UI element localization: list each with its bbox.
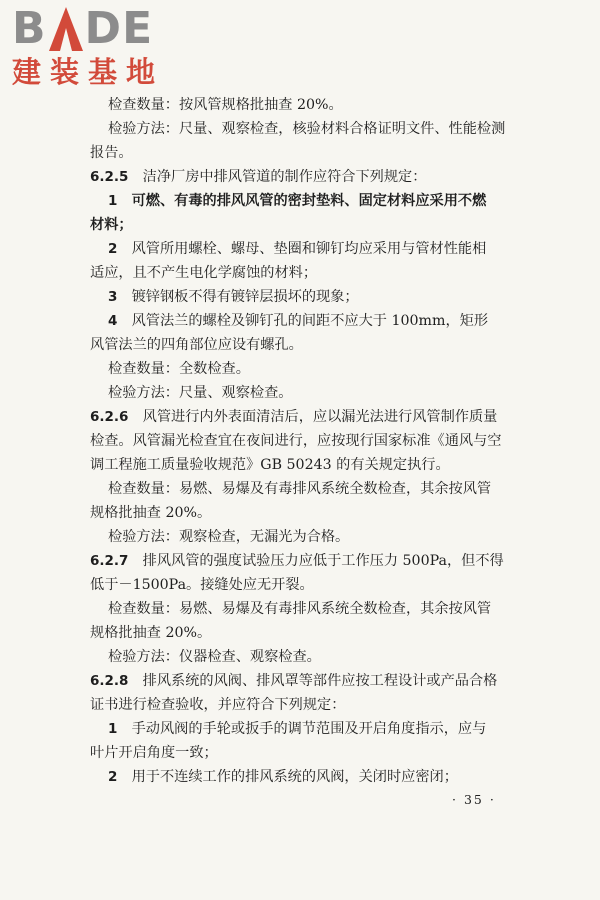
- line-text: 检查数量：按风管规格批抽查 20%。: [108, 97, 343, 113]
- clause-number: 6.2.6: [90, 409, 129, 425]
- line-text: 规格批抽查 20%。: [90, 625, 212, 641]
- clause-number: 6.2.5: [90, 169, 129, 185]
- document-body: [90, 93, 510, 789]
- clause-number: 6.2.8: [90, 673, 129, 689]
- line-text: 排风风管的强度试验压力应低于工作压力 500Pa，但不得: [142, 553, 504, 569]
- line-text: 手动风阀的手轮或扳手的调节范围及开启角度指示，应与: [131, 721, 487, 737]
- line-text: 检查数量：全数检查。: [108, 361, 250, 377]
- line-text: 适应，且不产生电化学腐蚀的材料；: [90, 265, 318, 281]
- clause-line: [90, 189, 510, 213]
- line-text: 风管法兰的螺栓及铆钉孔的间距不应大于 100mm，矩形: [131, 313, 489, 329]
- clause-line: [90, 405, 510, 429]
- clause-line: [90, 165, 510, 189]
- line-text: 检查数量：易燃、易爆及有毒排风系统全数检查，其余按风管: [108, 481, 492, 497]
- clause-number: 1: [108, 193, 118, 209]
- line-text: 证书进行检查验收，并应符合下列规定：: [90, 697, 346, 713]
- text-line: [90, 645, 510, 669]
- text-line: [90, 741, 510, 765]
- line-text: 可燃、有毒的排风风管的密封垫料、固定材料应采用不燃: [131, 193, 487, 209]
- line-text: 风管所用螺栓、螺母、垫圈和铆钉均应采用与管材性能相: [131, 241, 487, 257]
- line-text: 检验方法：观察检查，无漏光为合格。: [108, 529, 350, 545]
- line-text: 调工程施工质量验收规范》GB 50243 的有关规定执行。: [90, 457, 450, 473]
- text-line: [90, 213, 510, 237]
- text-line: [90, 573, 510, 597]
- logo-a-mark-icon: [48, 6, 84, 52]
- line-text: 检验方法：尺量、观察检查，核验材料合格证明文件、性能检测: [108, 121, 506, 137]
- line-text: 风管法兰的四角部位应设有螺孔。: [90, 337, 303, 353]
- line-text: 低于－1500Pa。接缝处应无开裂。: [90, 577, 314, 593]
- text-line: [90, 477, 510, 501]
- line-text: 检验方法：仪器检查、观察检查。: [108, 649, 321, 665]
- text-line: [90, 117, 510, 141]
- clause-line: [90, 285, 510, 309]
- text-line: [90, 93, 510, 117]
- text-line: [90, 429, 510, 453]
- clause-number: 2: [108, 769, 118, 785]
- line-text: 材料；: [90, 217, 133, 233]
- line-text: 检查数量：易燃、易爆及有毒排风系统全数检查，其余按风管: [108, 601, 492, 617]
- clause-line: [90, 309, 510, 333]
- clause-line: [90, 765, 510, 789]
- text-line: [90, 693, 510, 717]
- line-text: 风管进行内外表面清洁后，应以漏光法进行风管制作质量: [142, 409, 498, 425]
- bade-logo: [12, 3, 182, 94]
- line-text: 报告。: [90, 145, 133, 161]
- line-text: 用于不连续工作的排风系统的风阀，关闭时应密闭；: [131, 769, 458, 785]
- line-text: 排风系统的风阀、排风罩等部件应按工程设计或产品合格: [142, 673, 498, 689]
- clause-number: 2: [108, 241, 118, 257]
- line-text: 洁净厂房中排风管道的制作应符合下列规定：: [142, 169, 427, 185]
- text-line: [90, 453, 510, 477]
- logo-chinese-text: 建装基地: [12, 55, 165, 89]
- clause-number: 1: [108, 721, 118, 737]
- logo-letters-de: DE: [84, 3, 154, 54]
- text-line: [90, 333, 510, 357]
- text-line: [90, 501, 510, 525]
- line-text: 规格批抽查 20%。: [90, 505, 212, 521]
- text-line: [90, 525, 510, 549]
- line-text: 检查。风管漏光检查宜在夜间进行，应按现行国家标准《通风与空: [90, 433, 502, 449]
- text-line: [90, 621, 510, 645]
- page-number: · 35 ·: [452, 792, 496, 807]
- clause-line: [90, 669, 510, 693]
- text-line: [90, 261, 510, 285]
- line-text: 叶片开启角度一致；: [90, 745, 218, 761]
- line-text: 检验方法：尺量、观察检查。: [108, 385, 293, 401]
- text-line: [90, 141, 510, 165]
- clause-line: [90, 237, 510, 261]
- logo-letter-b: B: [12, 3, 47, 54]
- text-line: [90, 357, 510, 381]
- text-line: [90, 381, 510, 405]
- clause-number: 3: [108, 289, 118, 305]
- text-line: [90, 597, 510, 621]
- clause-number: 6.2.7: [90, 553, 129, 569]
- line-text: 镀锌钢板不得有镀锌层损坏的现象；: [131, 289, 359, 305]
- clause-line: [90, 717, 510, 741]
- clause-line: [90, 549, 510, 573]
- clause-number: 4: [108, 313, 118, 329]
